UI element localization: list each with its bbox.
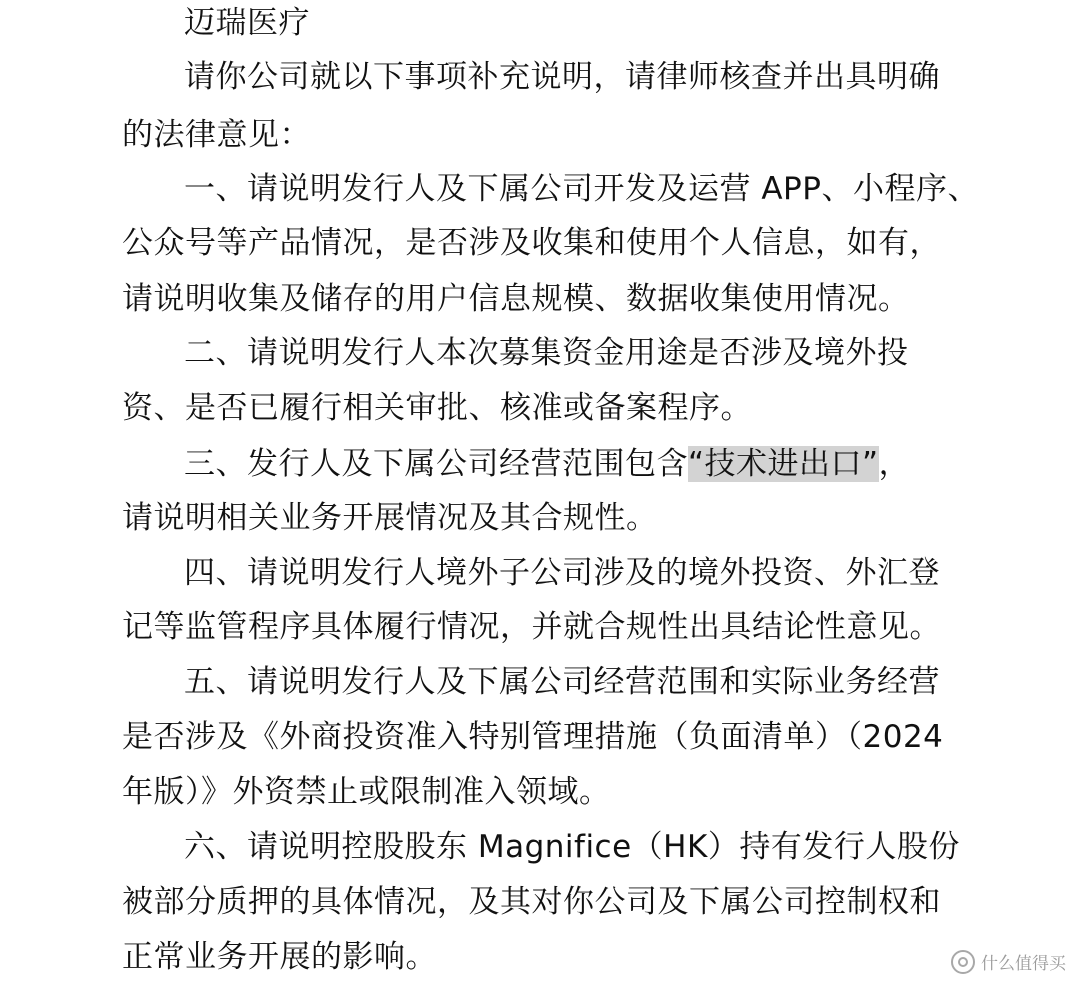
item-2-line-1: 二、请说明发行人本次募集资金用途是否涉及境外投 <box>184 335 909 371</box>
item-6-line-1: 六、请说明控股股东 Magnifice（HK）持有发行人股份 <box>184 829 960 865</box>
item-1-line-1: 一、请说明发行人及下属公司开发及运营 APP、小程序、 <box>184 171 979 207</box>
item-5-line-3: 年版）》外资禁止或限制准入领域。 <box>122 774 611 810</box>
document-header: 迈瑞医疗 <box>184 5 310 41</box>
item-4-line-2: 记等监管程序具体履行情况，并就合规性出具结论性意见。 <box>122 609 941 645</box>
highlighted-phrase: “技术进出口” <box>688 446 879 482</box>
watermark-text: 什么值得买 <box>981 954 1066 974</box>
item-4-line-1: 四、请说明发行人境外子公司涉及的境外投资、外汇登 <box>184 555 940 591</box>
smzdm-logo-icon <box>951 950 975 974</box>
intro-line-2: 的法律意见： <box>122 117 311 153</box>
item-3-text-before: 三、发行人及下属公司经营范围包含 <box>184 446 688 482</box>
item-5-line-2: 是否涉及《外商投资准入特别管理措施（负面清单）（2024 <box>122 719 944 755</box>
item-2-line-2: 资、是否已履行相关审批、核准或备案程序。 <box>122 390 752 426</box>
item-1-line-2: 公众号等产品情况，是否涉及收集和使用个人信息，如有， <box>122 225 941 261</box>
item-6-line-3: 正常业务开展的影响。 <box>122 939 437 975</box>
item-1-line-3: 请说明收集及储存的用户信息规模、数据收集使用情况。 <box>122 281 910 317</box>
item-3-text-after: ， <box>878 446 911 482</box>
intro-line-1: 请你公司就以下事项补充说明，请律师核查并出具明确 <box>184 59 940 95</box>
item-5-line-1: 五、请说明发行人及下属公司经营范围和实际业务经营 <box>184 664 940 700</box>
item-3-line-2: 请说明相关业务开展情况及其合规性。 <box>122 500 658 536</box>
watermark <box>951 949 1066 974</box>
item-3-line-1 <box>184 443 910 485</box>
item-6-line-2: 被部分质押的具体情况，及其对你公司及下属公司控制权和 <box>122 884 941 920</box>
